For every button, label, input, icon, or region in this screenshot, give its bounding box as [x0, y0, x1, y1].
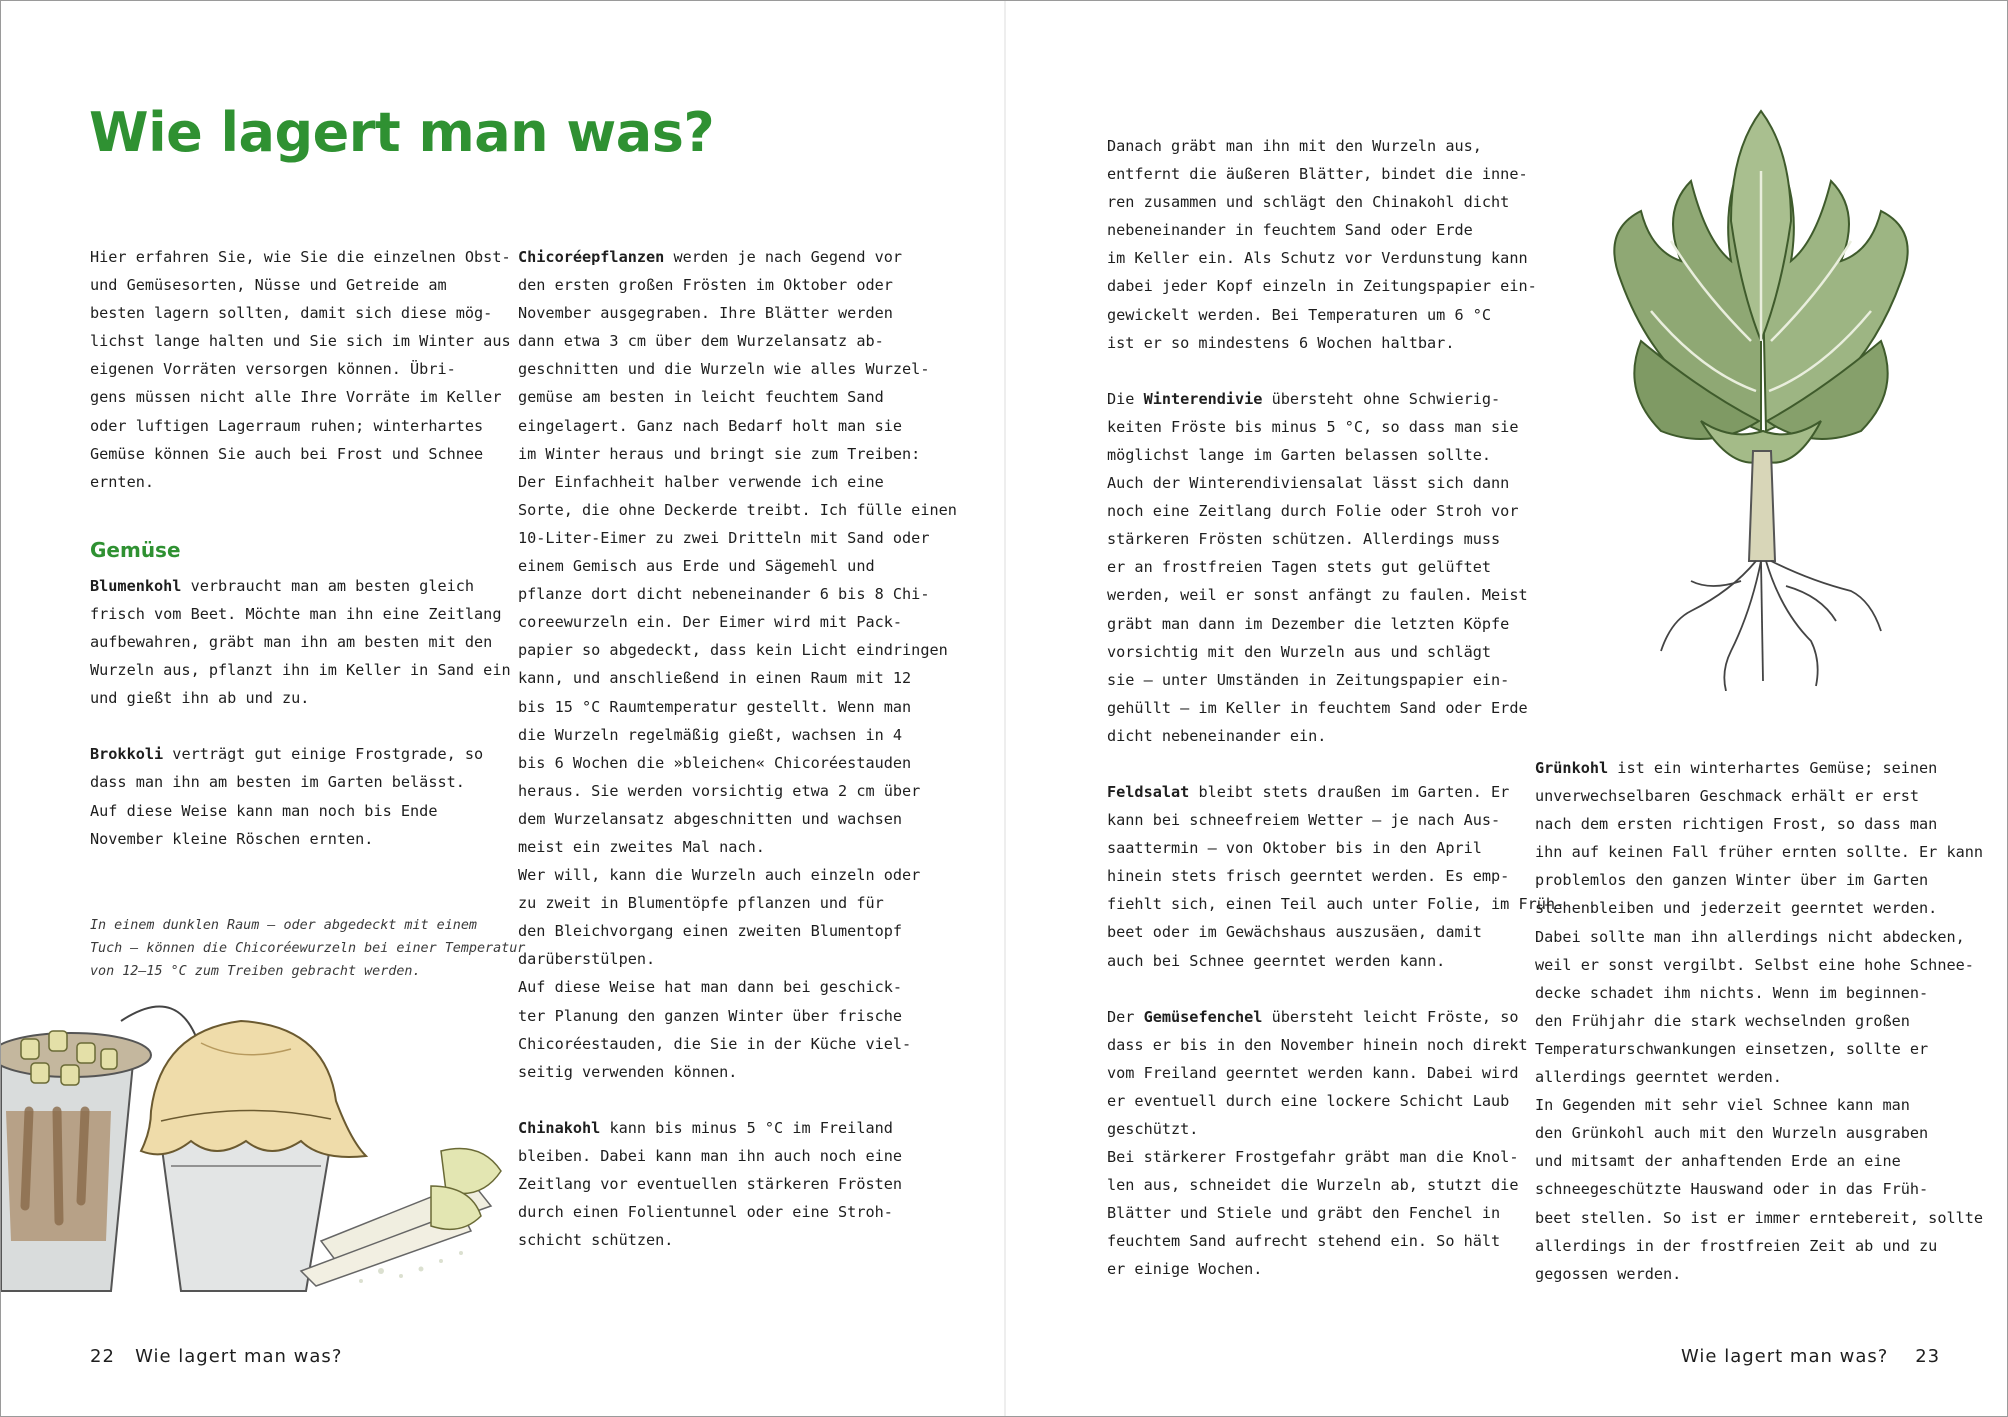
text-line: Hier erfahren Sie, wie Sie die einzelnen Obst- — [90, 248, 511, 266]
kale-leaves — [1614, 111, 1907, 463]
text-line: er eventuell durch eine lockere Schicht Laub — [1107, 1091, 1510, 1110]
text-line: lichst lange halten und Sie sich im Winter aus — [90, 332, 511, 351]
text-line: heraus. Sie werden vorsichtig etwa 2 cm über — [518, 781, 921, 800]
running-title-right: Wie lagert man was? — [1681, 1346, 1889, 1367]
text-line: Bei stärkerer Frostgefahr gräbt man die Knol- — [1107, 1148, 1519, 1167]
text-line: gehüllt – im Keller in feuchtem Sand oder Erde — [1107, 698, 1528, 717]
term-chicoree: Chicoréepflanzen — [518, 248, 665, 266]
text-line: Sorte, die ohne Deckerde treibt. Ich fülle einen — [518, 500, 957, 519]
text-line: keiten Fröste bis minus 5 °C, so dass man sie — [1107, 417, 1519, 436]
text-line: weil er sonst vergilbt. Selbst eine hohe Schnee- — [1535, 955, 1974, 974]
text-line: sie – unter Umständen in Zeitungspapier ein- — [1107, 670, 1510, 689]
term-gemuesefenchel: Gemüsefenchel — [1143, 1007, 1263, 1026]
text-line: Zeitlang vor eventuellen stärkeren Frösten — [518, 1175, 903, 1193]
text-line: Chicoréestauden, die Sie in der Küche viel- — [518, 1034, 912, 1053]
page-number-left: 22 — [90, 1346, 115, 1367]
text-line: Der Einfachheit halber verwende ich eine — [518, 472, 884, 491]
text-line: nach dem ersten richtigen Frost, so dass man — [1535, 815, 1938, 834]
text-line: November kleine Röschen ernten. — [90, 829, 374, 848]
text-line: stärkeren Frösten schützen. Allerdings muss — [1107, 530, 1501, 549]
page-number-right: 23 — [1915, 1346, 1941, 1367]
column-1 — [90, 243, 511, 853]
text-line: und gießt ihn ab und zu. — [90, 689, 310, 708]
text-line: ernten. — [90, 472, 155, 491]
text-line: Danach gräbt man ihn mit den Wurzeln aus, — [1107, 137, 1482, 155]
text-line: möglichst lange im Garten belassen sollte. — [1107, 445, 1492, 464]
text-line: oder luftigen Lagerraum ruhen; winterhartes — [90, 416, 484, 435]
text-line: ihn auf keinen Fall früher ernten sollte. Er kann — [1535, 843, 1984, 862]
column-4 — [1535, 754, 1983, 1288]
text-line: werden, weil er sonst anfängt zu faulen. Meist — [1107, 586, 1528, 605]
text-line: Blätter und Stiele und gräbt den Fenchel in — [1107, 1204, 1501, 1223]
text-line: decke schadet ihm nichts. Wenn im beginnen- — [1535, 983, 1929, 1002]
text-line: gräbt man dann im Dezember die letzten Köpfe — [1107, 614, 1510, 633]
text-line: schneegeschützte Hauswand oder in das Früh- — [1535, 1180, 1929, 1199]
kale-stem-and-roots — [1661, 451, 1881, 691]
text-line: im Winter heraus und bringt sie zum Treiben: — [518, 444, 921, 463]
text-line: meist ein zweites Mal nach. — [518, 837, 765, 856]
text-line: Temperaturschwankungen einsetzen, sollte er — [1535, 1039, 1929, 1058]
text-line: gegossen werden. — [1535, 1264, 1682, 1283]
feldsalat-paragraph: Feldsalat bleibt stets draußen im Garten. Er kann bei schneefreiem Wetter – je nach Aus- saattermin – von Oktober bis in den April hinein stets frisch geerntet werden. Es emp- fiehlt sich, einen Teil auch unter Folie, im Früh- beet oder im Gewächshaus auszusäen, damit auch bei Schnee geerntet werden kann. — [1107, 778, 1564, 975]
text-line: aufbewahren, gräbt man ihn am besten mit den — [90, 633, 493, 652]
text-line: In Gegenden mit sehr viel Schnee kann man — [1535, 1096, 1910, 1115]
text-line: den ersten großen Frösten im Oktober oder — [518, 276, 893, 295]
caption-line: von 12–15 °C zum Treiben gebracht werden. — [90, 964, 421, 979]
brokkoli-paragraph: Brokkoli verträgt gut einige Frostgrade, so dass man ihn am besten im Garten belässt. Auf diese Weise kann man noch bis Ende November kleine Röschen ernten. — [90, 740, 511, 852]
text-line: Auf diese Weise hat man dann bei geschick- — [518, 978, 903, 997]
text-line: schicht schützen. — [518, 1231, 674, 1250]
text-line: durch einen Folientunnel oder eine Stroh- — [518, 1203, 893, 1222]
term-chinakohl: Chinakohl — [518, 1118, 601, 1137]
text-line: den Grünkohl auch mit den Wurzeln ausgraben — [1535, 1124, 1929, 1143]
blumenkohl-paragraph: Blumenkohl verbraucht man am besten gleich frisch vom Beet. Möchte man ihn eine Zeitlang aufbewahren, gräbt man ihn am besten mit den Wurzeln aus, pflanzt ihn im Keller in Sand ein und gießt ihn ab und zu. — [90, 572, 511, 712]
text-line: einem Gemisch aus Erde und Sägemehl und — [518, 557, 875, 576]
text-line: bis 6 Wochen die »bleichen« Chicoréestauden — [518, 753, 912, 772]
text-line: November ausgegraben. Ihre Blätter werden — [518, 304, 893, 323]
text-line: den Frühjahr die stark wechselnden großen — [1535, 1011, 1910, 1030]
text-line: auch bei Schnee geerntet werden kann. — [1107, 951, 1446, 970]
term-gruenkohl: Grünkohl — [1535, 759, 1609, 777]
text-line: saattermin – von Oktober bis in den April — [1107, 839, 1482, 858]
page-gutter — [1004, 1, 1006, 1417]
term-blumenkohl: Blumenkohl — [90, 576, 182, 595]
term-feldsalat: Feldsalat — [1107, 782, 1190, 801]
text-line: Dabei sollte man ihn allerdings nicht abdecken, — [1535, 927, 1965, 946]
text-line: allerdings geerntet werden. — [1535, 1068, 1782, 1087]
text-line: zu zweit in Blumentöpfe pflanzen und für — [518, 894, 884, 913]
text-line: darüberstülpen. — [518, 950, 656, 969]
text-line: ist er so mindestens 6 Wochen haltbar. — [1107, 333, 1455, 352]
text-line: dass man ihn am besten im Garten belässt. — [90, 773, 465, 792]
text-line: Wer will, kann die Wurzeln auch einzeln oder — [518, 866, 921, 885]
column-2 — [518, 243, 957, 1254]
text-line: Auf diese Weise kann man noch bis Ende — [90, 801, 438, 820]
term-winterendivie: Winterendivie — [1143, 389, 1263, 408]
text-line: feuchtem Sand aufrecht stehend ein. So hält — [1107, 1232, 1501, 1251]
text-line: entfernt die äußeren Blätter, bindet die inne- — [1107, 165, 1528, 184]
text-line: gemüse am besten in leicht feuchtem Sand — [518, 388, 884, 407]
text-line: noch eine Zeitlang durch Folie oder Stroh vor — [1107, 502, 1519, 521]
text-line: beet stellen. So ist er immer erntebereit, sollte — [1535, 1208, 1984, 1227]
text-line: gewickelt werden. Bei Temperaturen um 6 °C — [1107, 305, 1492, 324]
text-line: den Bleichvorgang einen zweiten Blumentopf — [518, 922, 903, 941]
text-line: dem Wurzelansatz abgeschnitten und wachsen — [518, 809, 903, 828]
text-line: im Keller ein. Als Schutz vor Verdunstung kann — [1107, 249, 1528, 268]
text-line: er an frostfreien Tagen stets gut gelüftet — [1107, 558, 1492, 577]
text-line: beet oder im Gewächshaus auszusäen, damit — [1107, 923, 1482, 942]
text-line: bleiben. Dabei kann man ihn auch noch eine — [518, 1146, 903, 1165]
text-line: ren zusammen und schlägt den Chinakohl dicht — [1107, 193, 1510, 212]
text-line: 10-Liter-Eimer zu zwei Dritteln mit Sand oder — [518, 528, 930, 547]
text-line: vorsichtig mit den Wurzeln aus und schlägt — [1107, 642, 1492, 661]
text-line: Auch der Winterendiviensalat lässt sich dann — [1107, 474, 1510, 493]
text-line: allerdings in der frostfreien Zeit ab und zu — [1535, 1236, 1938, 1255]
text-line: und mitsamt der anhaftenden Erde an eine — [1535, 1152, 1901, 1171]
footer-left — [90, 1346, 342, 1367]
text-line: besten lagern sollten, damit sich diese mög- — [90, 304, 493, 323]
text-line: dass er bis in den November hinein noch direkt — [1107, 1035, 1528, 1054]
text-line: seitig verwenden können. — [518, 1062, 738, 1081]
text-line: fiehlt sich, einen Teil auch unter Folie, im Früh- — [1107, 895, 1565, 914]
text-line: gens müssen nicht alle Ihre Vorräte im Keller — [90, 388, 502, 407]
footer-right — [1681, 1346, 1940, 1367]
text-line: eigenen Vorräten versorgen können. Übri- — [90, 360, 456, 379]
text-line: vom Freiland geerntet werden kann. Dabei wird — [1107, 1063, 1519, 1082]
text-line: problemlos den ganzen Winter über im Garten — [1535, 871, 1929, 890]
text-line: bis 15 °C Raumtemperatur gestellt. Wenn man — [518, 697, 912, 716]
text-line: er einige Wochen. — [1107, 1260, 1263, 1279]
text-line: und Gemüsesorten, Nüsse und Getreide am — [90, 276, 447, 295]
intro-paragraph — [90, 243, 511, 496]
kale-plant-illustration — [1581, 91, 1941, 691]
winterendivie-paragraph: Die Winterendivie übersteht ohne Schwierig- keiten Fröste bis minus 5 °C, so dass man sie möglichst lange im Garten belassen sollte. Auch der Winterendiviensalat lässt sich dann noch eine Zeitlang durch Folie oder Stroh vor stärkeren Frösten schützen. Allerdings muss er an frostfreien Tagen stets gut gelüftet werden, weil er sonst anfängt zu faulen. Meist gräbt man dann im Dezember die letzten Köpfe vorsichtig mit den Wurzeln aus und schlägt sie – unter Umständen in Zeitungspapier ein- gehüllt – im Keller in feuchtem Sand oder Erde dicht nebeneinander ein. — [1107, 385, 1564, 750]
chinakohl-paragraph: Chinakohl kann bis minus 5 °C im Freiland bleiben. Dabei kann man ihn auch noch eine Zeitlang vor eventuellen stärkeren Frösten durch einen Folientunnel oder eine Stroh- schicht schützen. — [518, 1114, 957, 1254]
text-line: coreewurzeln ein. Der Eimer wird mit Pack- — [518, 613, 903, 632]
text-line: Wurzeln aus, pflanzt ihn im Keller in Sand ein — [90, 661, 511, 680]
text-line: pflanze dort dicht nebeneinander 6 bis 8 Chi- — [518, 585, 930, 604]
text-line: geschnitten und die Wurzeln wie alles Wurzel- — [518, 360, 930, 379]
chinakohl-continued-paragraph — [1107, 132, 1564, 357]
gemuesefenchel-paragraph: Der Gemüsefenchel übersteht leicht Fröste, so dass er bis in den November hinein noch direkt vom Freiland geerntet werden kann. Dabei wird er eventuell durch eine lockere Schicht Laub geschützt. Bei stärkerer Frostgefahr gräbt man die Knol- len aus, schneidet die Wurzeln ab, stutzt die Blätter und Stiele und gräbt den Fenchel in feuchtem Sand aufrecht stehend ein. So hält er einige Wochen. — [1107, 1003, 1564, 1284]
text-line: dabei jeder Kopf einzeln in Zeitungspapier ein- — [1107, 277, 1537, 296]
text-line: kann, und anschließend in einen Raum mit 12 — [518, 669, 912, 688]
text-line: kann bei schneefreiem Wetter – je nach Aus- — [1107, 811, 1501, 830]
text-line: die Wurzeln regelmäßig gießt, wachsen in 4 — [518, 725, 903, 744]
text-line: ter Planung den ganzen Winter über frische — [518, 1006, 903, 1025]
column-3 — [1107, 132, 1564, 1284]
text-line: geschützt. — [1107, 1120, 1199, 1138]
chicoree-paragraph: Chicoréepflanzen werden je nach Gegend vor den ersten großen Frösten im Oktober oder November ausgegraben. Ihre Blätter werden dann etwa 3 cm über dem Wurzelansatz ab- geschnitten und die Wurzeln wie alles Wurzel- gemüse am besten in leicht feuchtem Sand eingelagert. Ganz nach Bedarf holt man sie im Winter heraus und bringt sie zum Treiben: Der Einfachheit halber verwende ich eine Sorte, die ohne Deckerde treibt. Ich fülle einen 10-Liter-Eimer zu zwei Dritteln mit Sand oder einem Gemisch aus Erde und Sägemehl und pflanze dort dicht nebeneinander 6 bis 8 Chi- coreewurzeln ein. Der Eimer wird mit Pack- papier so abgedeckt, dass kein Licht eindringen kann, und anschließend in einen Raum mit 12 bis 15 °C Raumtemperatur gestellt. Wenn man die Wurzeln regelmäßig gießt, wachsen in 4 bis 6 Wochen die »bleichen« Chicoréestauden heraus. Sie werden vorsichtig etwa 2 cm über dem Wurzelansatz abgeschnitten und wachsen meist ein zweites Mal nach. Wer will, kann die Wurzeln auch einzeln oder zu zweit in Blumentöpfe pflanzen und für den Bleichvorgang einen zweiten Blumentopf darüberstülpen. Auf diese Weise hat man dann bei geschick- ter Planung den ganzen Winter über frische Chicoréestauden, die Sie in der Küche viel- seitig verwenden können. — [518, 243, 957, 1086]
text-line: nebeneinander in feuchtem Sand oder Erde — [1107, 221, 1473, 240]
text-line: eingelagert. Ganz nach Bedarf holt man sie — [518, 416, 903, 435]
text-line: frisch vom Beet. Möchte man ihn eine Zeitlang — [90, 604, 502, 623]
text-line: papier so abgedeckt, dass kein Licht eindringen — [518, 641, 948, 660]
image-caption — [90, 914, 525, 983]
page-title: Wie lagert man was? — [89, 101, 715, 164]
caption-line: In einem dunklen Raum – oder abgedeckt mit einem — [90, 918, 477, 933]
text-line: stehenbleiben und jederzeit geerntet werden. — [1535, 899, 1938, 918]
text-line: hinein stets frisch geerntet werden. Es emp- — [1107, 867, 1510, 886]
chicory-roots — [301, 1149, 501, 1287]
text-line: unverwechselbaren Geschmack erhält er erst — [1535, 787, 1920, 806]
text-line: Gemüse können Sie auch bei Frost und Schnee — [90, 444, 484, 463]
gruenkohl-paragraph: Grünkohl ist ein winterhartes Gemüse; seinen unverwechselbaren Geschmack erhält er erst nach dem ersten richtigen Frost, so dass man ihn auf keinen Fall früher ernten sollte. Er kann problemlos den ganzen Winter über im Garten stehenbleiben und jederzeit geerntet werden. Dabei sollte man ihn allerdings nicht abdecken, weil er sonst vergilbt. Selbst eine hohe Schnee- decke schadet ihm nichts. Wenn im beginnen- den Frühjahr die stark wechselnden großen Temperaturschwankungen einsetzen, sollte er allerdings geerntet werden. In Gegenden mit sehr viel Schnee kann man den Grünkohl auch mit den Wurzeln ausgraben und mitsamt der anhaftenden Erde an eine schneegeschützte Hauswand oder in das Früh- beet stellen. So ist er immer erntebereit, sollte allerdings in der frostfreien Zeit ab und zu gegossen werden. — [1535, 754, 1983, 1288]
text-line: dicht nebeneinander ein. — [1107, 726, 1327, 745]
section-heading-gemuese: Gemüse — [90, 537, 181, 562]
buckets-with-chicory-roots-illustration — [1, 991, 511, 1301]
term-brokkoli: Brokkoli — [90, 745, 164, 764]
caption-line: Tuch – können die Chicoréewurzeln bei einer Temperatur — [90, 941, 526, 956]
running-title-left: Wie lagert man was? — [135, 1346, 343, 1367]
text-line: dann etwa 3 cm über dem Wurzelansatz ab- — [518, 332, 884, 351]
text-line: len aus, schneidet die Wurzeln ab, stutzt die — [1107, 1176, 1519, 1195]
